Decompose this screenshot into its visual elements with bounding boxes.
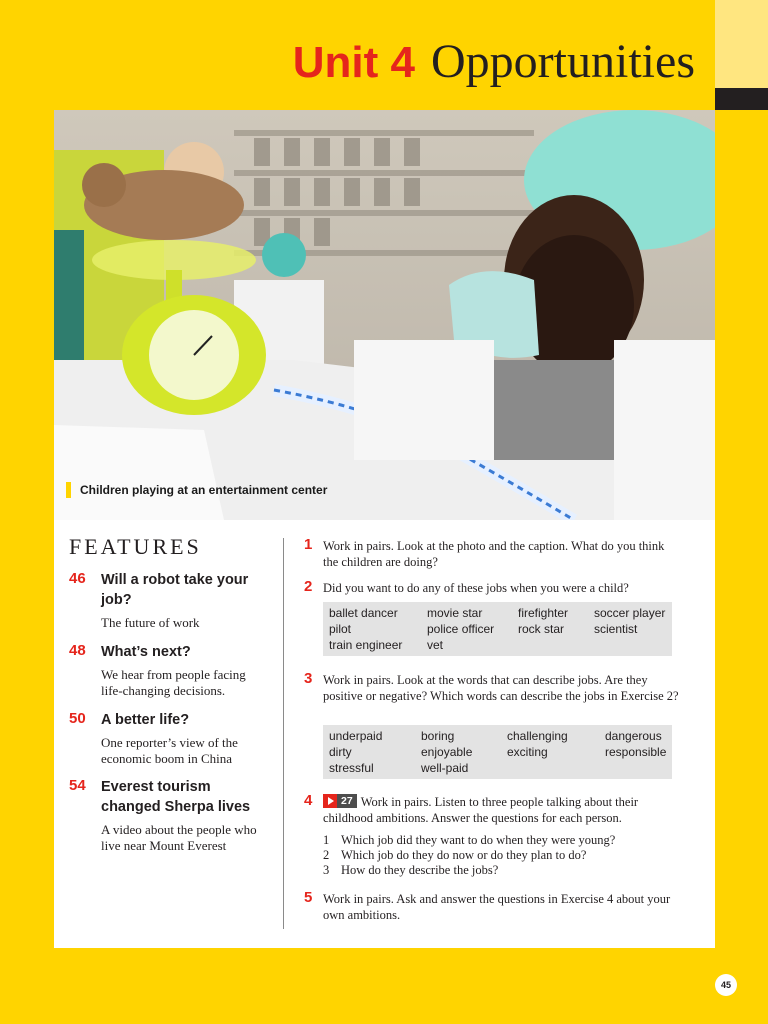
jobs-word: soccer player	[594, 606, 666, 620]
exercise-text: Work in pairs. Look at the words that can describe jobs. Are they positive or negative? Which words can describe the jobs in Exercise 2?	[323, 673, 679, 703]
exercise-number: 5	[304, 889, 313, 906]
edge-tab-dark	[715, 88, 768, 110]
jobs-word: ballet dancer	[329, 606, 398, 620]
page-number: 45	[715, 974, 737, 996]
exercise-2	[304, 580, 679, 596]
jobs-word: vet	[427, 638, 444, 652]
question-text: How do they describe the jobs?	[341, 863, 499, 877]
feature-page: 54	[69, 777, 86, 794]
feature-item[interactable]	[69, 710, 269, 767]
jobs-word-box	[323, 602, 672, 656]
job-word: stressful	[329, 761, 374, 775]
job-word: well-paid	[421, 761, 469, 775]
exercise-4	[304, 794, 679, 826]
feature-page: 46	[69, 570, 86, 587]
unit-title	[292, 35, 695, 88]
exercise-number: 2	[304, 578, 313, 595]
exercise-text: Work in pairs. Listen to three people talking about their childhood ambitions. Answer the questions for each person.	[323, 795, 639, 825]
unit-number: Unit 4	[292, 38, 416, 87]
feature-desc: The future of work	[101, 615, 200, 630]
edge-tab-light	[715, 0, 768, 88]
audio-track-number: 27	[337, 794, 357, 808]
jobs-word: scientist	[594, 622, 638, 636]
question-list	[323, 833, 683, 878]
question-item	[323, 848, 683, 863]
question-item	[323, 833, 683, 848]
exercise-1	[304, 538, 679, 570]
feature-item[interactable]	[69, 570, 269, 631]
question-number: 3	[323, 863, 330, 877]
feature-title: A better life?	[101, 712, 190, 728]
exercise-number: 3	[304, 670, 313, 687]
unit-name: Opportunities	[431, 35, 695, 88]
feature-desc: A video about the people who live near Mount Everest	[101, 822, 257, 853]
feature-desc: One reporter’s view of the economic boom in China	[101, 735, 238, 766]
question-text: Which job did they want to do when they were young?	[341, 833, 616, 847]
audio-track-button[interactable]	[323, 794, 357, 808]
job-word: responsible	[605, 745, 667, 759]
question-number: 2	[323, 848, 330, 862]
exercise-3	[304, 672, 679, 704]
job-word: challenging	[507, 729, 568, 743]
column-divider	[283, 538, 284, 929]
question-text: Which job do they do now or do they plan to do?	[341, 848, 587, 862]
caption-marker	[66, 482, 71, 498]
job-word: enjoyable	[421, 745, 473, 759]
job-word: dangerous	[605, 729, 662, 743]
hero-photo	[54, 110, 715, 520]
feature-page: 50	[69, 710, 86, 727]
exercise-number: 4	[304, 792, 313, 809]
jobs-word: police officer	[427, 622, 495, 636]
jobs-word: firefighter	[518, 606, 569, 620]
jobs-word: rock star	[518, 622, 565, 636]
exercise-text: Work in pairs. Ask and answer the questions in Exercise 4 about your own ambitions.	[323, 892, 671, 922]
features-heading: FEATURES	[69, 534, 202, 559]
content-panel	[54, 520, 715, 948]
feature-title: Will a robot take your job?	[101, 572, 249, 608]
jobs-word: movie star	[427, 606, 483, 620]
hero-photo-illustration	[54, 110, 715, 520]
job-word: dirty	[329, 745, 352, 759]
job-word: boring	[421, 729, 455, 743]
feature-title: What’s next?	[101, 644, 191, 660]
job-word: exciting	[507, 745, 548, 759]
feature-title: Everest tourism changed Sherpa lives	[101, 779, 251, 815]
exercise-text: Work in pairs. Look at the photo and the caption. What do you think the children are doing?	[323, 539, 665, 569]
feature-item[interactable]	[69, 642, 269, 699]
jobs-word: pilot	[329, 622, 352, 636]
caption-text: Children playing at an entertainment center	[80, 483, 328, 497]
feature-item[interactable]	[69, 777, 269, 854]
photo-caption	[66, 482, 327, 498]
jobs-word: train engineer	[329, 638, 403, 652]
play-icon	[323, 794, 337, 808]
feature-page: 48	[69, 642, 86, 659]
exercise-text-wrap	[323, 794, 679, 826]
question-number: 1	[323, 833, 330, 847]
feature-desc: We hear from people facing life-changing decisions.	[101, 667, 246, 698]
job-word: underpaid	[329, 729, 383, 743]
exercise-text: Did you want to do any of these jobs when you were a child?	[323, 581, 629, 595]
exercise-5	[304, 891, 679, 923]
job-words-box	[323, 725, 672, 779]
exercise-number: 1	[304, 536, 313, 553]
question-item	[323, 863, 683, 878]
